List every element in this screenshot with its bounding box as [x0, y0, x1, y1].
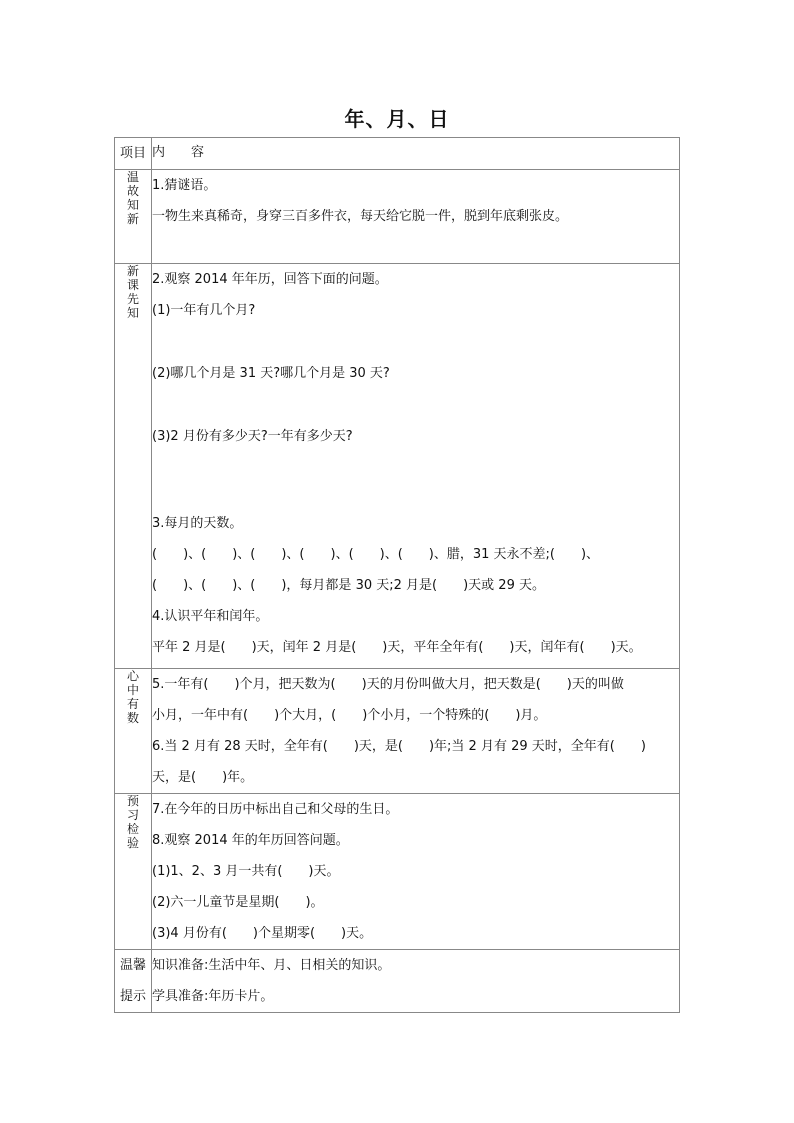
riddle-text: 一物生来真稀奇，身穿三百多件衣，每天给它脱一件，脱到年底剩张皮。: [152, 209, 569, 224]
question-6-line-2: 天，是( )年。: [152, 770, 254, 785]
section-summary-content: [152, 669, 680, 794]
question-3-heading: 3.每月的天数。: [152, 516, 243, 531]
header-content: 内 容: [152, 145, 205, 160]
question-6-line-1: 6.当 2 月有 28 天时，全年有( )天，是( )年;当 2 月有 29 天时，全年有( ): [152, 739, 646, 754]
section-check-content: [152, 794, 680, 950]
section-check-row: [115, 794, 680, 950]
section-tips-row: [115, 950, 680, 1013]
section-summary-label: 心中有数: [126, 669, 139, 725]
question-8-2: (2)六一儿童节是星期( )。: [152, 895, 324, 910]
section-review-row: [115, 170, 680, 264]
worksheet-table: [114, 137, 680, 1013]
tip-materials: 学具准备:年历卡片。: [152, 989, 274, 1004]
question-4-line: 平年 2 月是( )天，闰年 2 月是( )天，平年全年有( )天，闰年有( )天。: [152, 640, 642, 655]
question-2-2: (2)哪几个月是 31 天?哪几个月是 30 天?: [152, 366, 390, 381]
riddle-heading: 1.猜谜语。: [152, 178, 217, 193]
question-8-1: (1)1、2、3 月一共有( )天。: [152, 864, 340, 879]
section-summary-row: [115, 669, 680, 794]
section-tips-label: 温馨提示: [119, 958, 146, 1004]
question-8-3: (3)4 月份有( )个星期零( )天。: [152, 926, 373, 941]
section-check-label: 预习检验: [126, 794, 139, 850]
table-header-row: [115, 138, 680, 170]
section-preview-label-cell: [115, 264, 152, 669]
section-preview-row: [115, 264, 680, 669]
section-review-label-cell: [115, 170, 152, 264]
answer-space: [152, 452, 679, 508]
tip-knowledge: 知识准备:生活中年、月、日相关的知识。: [152, 958, 391, 973]
section-review-content: [152, 170, 680, 264]
question-3-line-2: ( )、( )、( )，每月都是 30 天;2 月是( )天或 29 天。: [152, 578, 545, 593]
answer-space: [152, 326, 679, 358]
question-2-1: (1)一年有几个月?: [152, 303, 256, 318]
section-summary-label-cell: [115, 669, 152, 794]
section-preview-content: [152, 264, 680, 669]
question-8-heading: 8.观察 2014 年的年历回答问题。: [152, 833, 349, 848]
header-content-cell: [152, 138, 680, 170]
section-tips-label-cell: [115, 950, 152, 1013]
header-label: 项目: [119, 146, 146, 161]
question-2-heading: 2.观察 2014 年年历，回答下面的问题。: [152, 272, 388, 287]
header-label-cell: [115, 138, 152, 170]
question-2-3: (3)2 月份有多少天?一年有多少天?: [152, 429, 353, 444]
page-title: 年、月、日: [344, 107, 450, 131]
section-check-label-cell: [115, 794, 152, 950]
question-3-line-1: ( )、( )、( )、( )、( )、( )、腊，31 天永不差;( )、: [152, 547, 600, 562]
section-preview-label: 新课先知: [126, 264, 139, 320]
question-5-line-2: 小月，一年中有( )个大月，( )个小月，一个特殊的( )月。: [152, 708, 547, 723]
section-review-label: 温故知新: [126, 170, 139, 226]
question-7: 7.在今年的日历中标出自己和父母的生日。: [152, 802, 399, 817]
section-tips-content: [152, 950, 680, 1013]
question-4-heading: 4.认识平年和闰年。: [152, 609, 269, 624]
question-5-line-1: 5.一年有( )个月，把天数为( )天的月份叫做大月，把天数是( )天的叫做: [152, 677, 624, 692]
answer-space: [152, 389, 679, 421]
